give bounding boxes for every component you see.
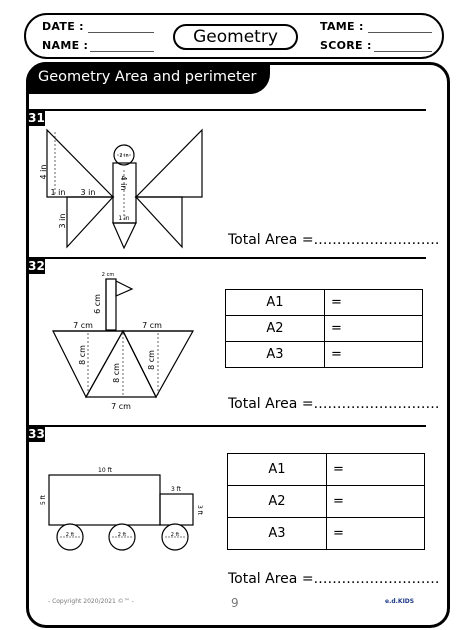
label-wheel-3: 2 ft: [170, 532, 180, 538]
total-area-32[interactable]: Total Area =………………………: [228, 396, 440, 412]
label-h1: 8 cm: [78, 345, 87, 365]
area-label: A2: [226, 316, 325, 342]
problem-number-31: 31: [28, 111, 45, 125]
answer-table-33: [227, 453, 425, 550]
label-cab-top: 3 ft: [170, 486, 182, 493]
area-answer-cell[interactable]: =: [327, 518, 425, 550]
page-number: 9: [231, 596, 239, 610]
area-answer-cell[interactable]: =: [325, 342, 423, 368]
label-h2: 8 cm: [112, 363, 121, 383]
date-label: DATE :: [42, 20, 84, 33]
label-left-height: 4 in: [39, 164, 48, 180]
area-label: A3: [226, 342, 325, 368]
area-answer-cell[interactable]: =: [325, 290, 423, 316]
area-label: A1: [226, 290, 325, 316]
footer-copyright: - Copyright 2020/2021 ©™ -: [48, 598, 134, 605]
label-body-width: 1 in: [118, 215, 130, 222]
label-wheel-2: 2 ft: [117, 532, 127, 538]
table-row: [228, 486, 425, 518]
label-bottom: 7 cm: [111, 402, 131, 411]
label-lower-left: 3 in: [58, 213, 67, 229]
label-truck-top: 10 ft: [98, 467, 112, 474]
table-row: [228, 454, 425, 486]
area-answer-cell[interactable]: =: [325, 316, 423, 342]
table-row: [228, 518, 425, 550]
total-area-33[interactable]: Total Area =………………………: [228, 571, 440, 587]
label-top-left: 7 cm: [73, 321, 93, 330]
label-body-height: 4 in: [119, 175, 128, 191]
label-wheel-1: 2 ft: [65, 532, 75, 538]
label-head: 2 in: [119, 153, 129, 159]
tame-label: TAME :: [320, 20, 364, 33]
label-left-base: 1 in: [50, 188, 66, 197]
label-flag: 2 cm: [101, 272, 115, 278]
label-h3: 8 cm: [147, 350, 156, 370]
label-cab-right: 3 ft: [196, 504, 203, 516]
name-label: NAME :: [42, 39, 89, 52]
section-banner: Geometry Area and perimeter: [26, 62, 270, 94]
area-label: A3: [228, 518, 327, 550]
area-label: A2: [228, 486, 327, 518]
page-title: Geometry: [173, 24, 298, 50]
brand-logo: e.d.KIDS: [385, 598, 415, 605]
area-label: A1: [228, 454, 327, 486]
problem-number-33: 33: [28, 427, 45, 441]
area-answer-cell[interactable]: =: [327, 454, 425, 486]
score-label: SCORE :: [320, 39, 372, 52]
label-top-right: 7 cm: [142, 321, 162, 330]
total-area-31[interactable]: Total Area =………………………: [228, 232, 440, 248]
problem-number-32: 32: [28, 259, 45, 273]
label-truck-left: 5 ft: [40, 494, 47, 506]
label-pole: 6 cm: [93, 294, 102, 314]
area-answer-cell[interactable]: =: [327, 486, 425, 518]
label-mid-base: 3 in: [80, 188, 96, 197]
